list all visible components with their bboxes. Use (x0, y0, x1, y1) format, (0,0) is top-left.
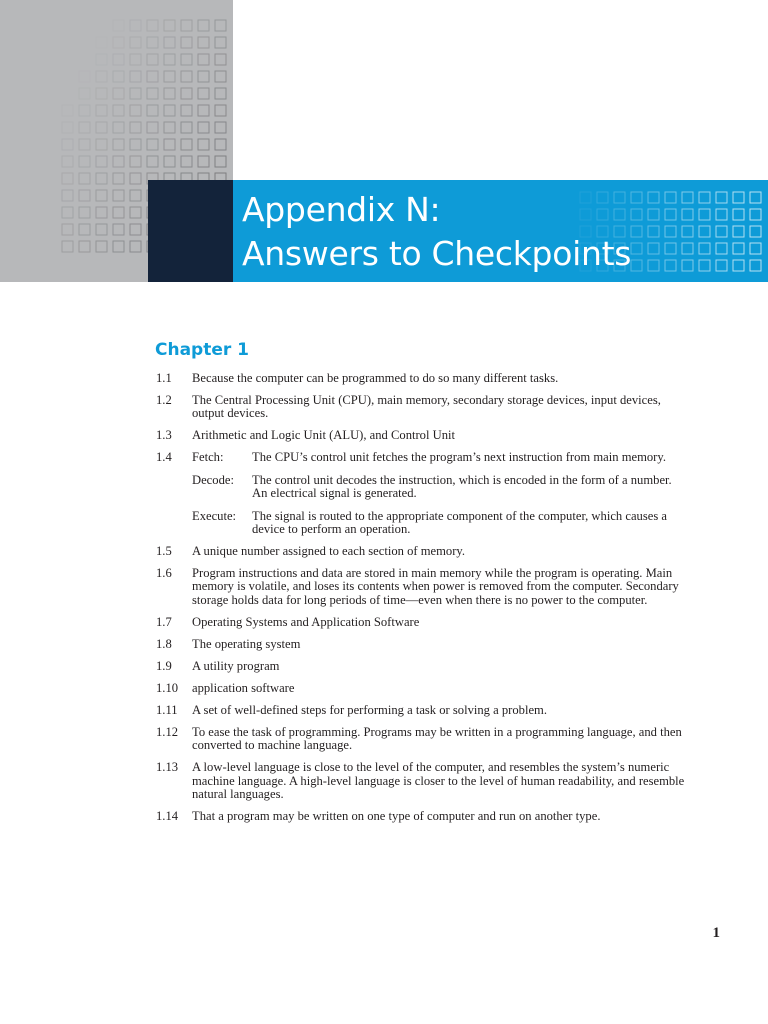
page-number: 1 (712, 925, 720, 941)
decorative-square (215, 122, 226, 133)
answer-number: 1.1 (156, 371, 172, 385)
decorative-square (181, 54, 192, 65)
decorative-square (96, 139, 107, 150)
answer-number: 1.14 (156, 809, 179, 824)
decorative-square (79, 88, 90, 99)
appendix-title (242, 188, 631, 276)
decorative-square (62, 190, 73, 201)
decorative-square (130, 37, 141, 48)
decorative-square (113, 173, 124, 184)
decorative-square (113, 139, 124, 150)
decorative-square (164, 122, 175, 133)
answer-number: 1.2 (156, 393, 172, 407)
decorative-square (699, 192, 710, 203)
decorative-square (181, 71, 192, 82)
answer-number: 1.4 (156, 450, 172, 465)
decorative-square (181, 156, 192, 167)
decorative-square (750, 192, 761, 203)
decorative-square (164, 20, 175, 31)
decorative-square (96, 190, 107, 201)
decorative-square (147, 122, 158, 133)
decorative-square (750, 243, 761, 254)
decorative-square (96, 105, 107, 116)
decorative-square (113, 224, 124, 235)
decorative-square (665, 260, 676, 271)
decorative-square (79, 241, 90, 252)
decorative-square (96, 37, 107, 48)
decorative-square (198, 122, 209, 133)
decorative-square (215, 105, 226, 116)
decorative-square (147, 71, 158, 82)
cycle-step (192, 510, 686, 537)
answer-text: That a program may be written on one type of computer and run on another type. (192, 809, 601, 824)
answer-item (156, 660, 686, 673)
decorative-square (181, 88, 192, 99)
decorative-square (699, 226, 710, 237)
decorative-square (130, 88, 141, 99)
answer-number: 1.7 (156, 614, 172, 629)
answer-item (156, 429, 686, 442)
decorative-square (113, 88, 124, 99)
answer-item (156, 810, 686, 823)
decorative-square (147, 37, 158, 48)
cycle-step-text: The CPU’s control unit fetches the program’s next instruction from main memory. (252, 450, 666, 465)
answer-text: Because the computer can be programmed to do so many different tasks. (192, 371, 559, 385)
decorative-square (181, 105, 192, 116)
decorative-square (648, 260, 659, 271)
decorative-square (648, 192, 659, 203)
answer-number: 1.5 (156, 544, 172, 559)
answer-text: A unique number assigned to each section of memory. (192, 544, 466, 559)
decorative-square (716, 260, 727, 271)
answer-item (156, 394, 686, 421)
answer-text: application software (192, 680, 295, 695)
decorative-square (648, 226, 659, 237)
decorative-square (699, 243, 710, 254)
decorative-square (164, 37, 175, 48)
cycle-steps (192, 451, 686, 536)
decorative-square (665, 226, 676, 237)
decorative-square (215, 139, 226, 150)
decorative-square (198, 156, 209, 167)
answer-item (156, 567, 686, 607)
decorative-square (62, 122, 73, 133)
decorative-square (113, 37, 124, 48)
decorative-square (716, 226, 727, 237)
answer-item (156, 638, 686, 651)
decorative-square (130, 122, 141, 133)
decorative-square (147, 156, 158, 167)
decorative-square (665, 192, 676, 203)
decorative-square (62, 139, 73, 150)
decorative-square (79, 139, 90, 150)
answer-number: 1.13 (156, 760, 179, 775)
decorative-square (62, 156, 73, 167)
decorative-square (733, 192, 744, 203)
decorative-square (147, 88, 158, 99)
decorative-square (96, 207, 107, 218)
decorative-square (113, 241, 124, 252)
decorative-square (62, 173, 73, 184)
answer-text: A utility program (192, 658, 280, 673)
decorative-square (181, 122, 192, 133)
answer-text: The operating system (192, 636, 301, 651)
decorative-square (164, 71, 175, 82)
answer-list (156, 372, 686, 832)
decorative-square (682, 192, 693, 203)
answer-number: 1.9 (156, 658, 172, 673)
decorative-square (130, 105, 141, 116)
decorative-square (198, 54, 209, 65)
decorative-square (198, 20, 209, 31)
decorative-square (130, 20, 141, 31)
decorative-square (130, 71, 141, 82)
decorative-square (96, 173, 107, 184)
decorative-square (198, 88, 209, 99)
decorative-square (113, 207, 124, 218)
decorative-square (164, 139, 175, 150)
decorative-square (631, 226, 642, 237)
decorative-square (733, 243, 744, 254)
decorative-square (665, 243, 676, 254)
answer-item (156, 616, 686, 629)
decorative-square (648, 209, 659, 220)
appendix-title-line2: Answers to Checkpoints (242, 234, 632, 273)
cycle-step-label: Execute: (192, 508, 237, 523)
cycle-step (192, 451, 686, 464)
chapter-heading: Chapter 1 (155, 340, 250, 360)
decorative-square (96, 88, 107, 99)
decorative-square (130, 156, 141, 167)
decorative-square (62, 241, 73, 252)
decorative-square (79, 224, 90, 235)
decorative-square (181, 37, 192, 48)
decorative-square (631, 260, 642, 271)
decorative-square (130, 173, 141, 184)
decorative-square (147, 54, 158, 65)
decorative-square (113, 190, 124, 201)
decorative-square (198, 71, 209, 82)
decorative-square (164, 54, 175, 65)
cycle-step-text: The signal is routed to the appropriate component of the computer, which causes a device to perform an operation. (252, 508, 667, 537)
decorative-square (130, 139, 141, 150)
cycle-step-label: Decode: (192, 472, 234, 487)
answer-item (156, 451, 686, 536)
decorative-square (750, 260, 761, 271)
decorative-square (164, 156, 175, 167)
decorative-square (62, 224, 73, 235)
decorative-square (181, 20, 192, 31)
answer-item (156, 726, 686, 753)
decorative-square (215, 54, 226, 65)
answer-text: To ease the task of programming. Programs may be written in a programming language, and then converted to machine language. (192, 724, 682, 753)
decorative-square (79, 207, 90, 218)
decorative-square (682, 243, 693, 254)
decorative-square (198, 139, 209, 150)
decorative-square (79, 105, 90, 116)
decorative-square (215, 156, 226, 167)
decorative-square (631, 192, 642, 203)
decorative-square (130, 207, 141, 218)
decorative-square (716, 209, 727, 220)
answer-number: 1.3 (156, 428, 172, 443)
answer-text: Operating Systems and Application Software (192, 614, 420, 629)
decorative-square (181, 139, 192, 150)
decorative-square (682, 209, 693, 220)
decorative-square (96, 54, 107, 65)
decorative-square (130, 224, 141, 235)
decorative-square (147, 20, 158, 31)
decorative-square (215, 88, 226, 99)
decorative-square (96, 71, 107, 82)
decorative-square (147, 139, 158, 150)
decorative-square (716, 243, 727, 254)
decorative-square (79, 71, 90, 82)
decorative-square (62, 105, 73, 116)
decorative-square (79, 156, 90, 167)
decorative-square (750, 209, 761, 220)
decorative-square (96, 224, 107, 235)
appendix-title-line1: Appendix N: (242, 190, 441, 229)
answer-number: 1.10 (156, 680, 179, 695)
decorative-square (682, 226, 693, 237)
decorative-square (96, 122, 107, 133)
decorative-square (79, 173, 90, 184)
answer-text: The Central Processing Unit (CPU), main memory, secondary storage devices, input devices, output devices. (192, 393, 661, 421)
decorative-square (665, 209, 676, 220)
decorative-square (113, 71, 124, 82)
decorative-square (631, 209, 642, 220)
decorative-square (113, 54, 124, 65)
answer-item (156, 761, 686, 801)
decorative-square (96, 156, 107, 167)
decorative-square (631, 243, 642, 254)
answer-item (156, 704, 686, 717)
answer-item (156, 682, 686, 695)
answer-text: A set of well-defined steps for performing a task or solving a problem. (192, 702, 547, 717)
cycle-step-label: Fetch: (192, 450, 224, 465)
decorative-square (733, 260, 744, 271)
decorative-square (699, 260, 710, 271)
decorative-square (113, 156, 124, 167)
decorative-square (62, 207, 73, 218)
answer-item (156, 545, 686, 558)
answer-number: 1.6 (156, 566, 172, 581)
decorative-square (215, 37, 226, 48)
decorative-square (130, 54, 141, 65)
decorative-square (198, 105, 209, 116)
decorative-square (215, 20, 226, 31)
decorative-square (716, 192, 727, 203)
cycle-step (192, 474, 686, 501)
decorative-square (215, 71, 226, 82)
decorative-square (733, 209, 744, 220)
decorative-square (113, 20, 124, 31)
decorative-square (79, 190, 90, 201)
answer-text: Program instructions and data are stored in main memory while the program is operating. Main memory is volatile, and loses its contents when power is removed from the computer. Secondary storage holds data for long periods of time—even when there is no power to the computer. (192, 566, 679, 607)
decorative-square (648, 243, 659, 254)
header-dark-block (148, 180, 233, 282)
cycle-step-text: The control unit decodes the instruction, which is encoded in the form of a number. An electrical signal is generated. (252, 472, 672, 501)
decorative-square (147, 105, 158, 116)
decorative-square (113, 122, 124, 133)
answer-number: 1.11 (156, 702, 178, 717)
decorative-square (130, 190, 141, 201)
decorative-square (750, 226, 761, 237)
decorative-square (164, 88, 175, 99)
decorative-square (113, 105, 124, 116)
answer-number: 1.8 (156, 636, 172, 651)
decorative-square (198, 37, 209, 48)
answer-text: A low-level language is close to the level of the computer, and resembles the system’s numeric machine language. A high-level language is closer to the level of human readability, and resemble natural languages. (192, 760, 685, 802)
decorative-square (699, 209, 710, 220)
answer-item (156, 372, 686, 385)
decorative-square (96, 241, 107, 252)
decorative-square (733, 226, 744, 237)
answer-number: 1.12 (156, 724, 179, 739)
decorative-square (79, 122, 90, 133)
decorative-square (682, 260, 693, 271)
answer-text: Arithmetic and Logic Unit (ALU), and Control Unit (192, 428, 456, 443)
decorative-square (164, 105, 175, 116)
decorative-square (130, 241, 141, 252)
